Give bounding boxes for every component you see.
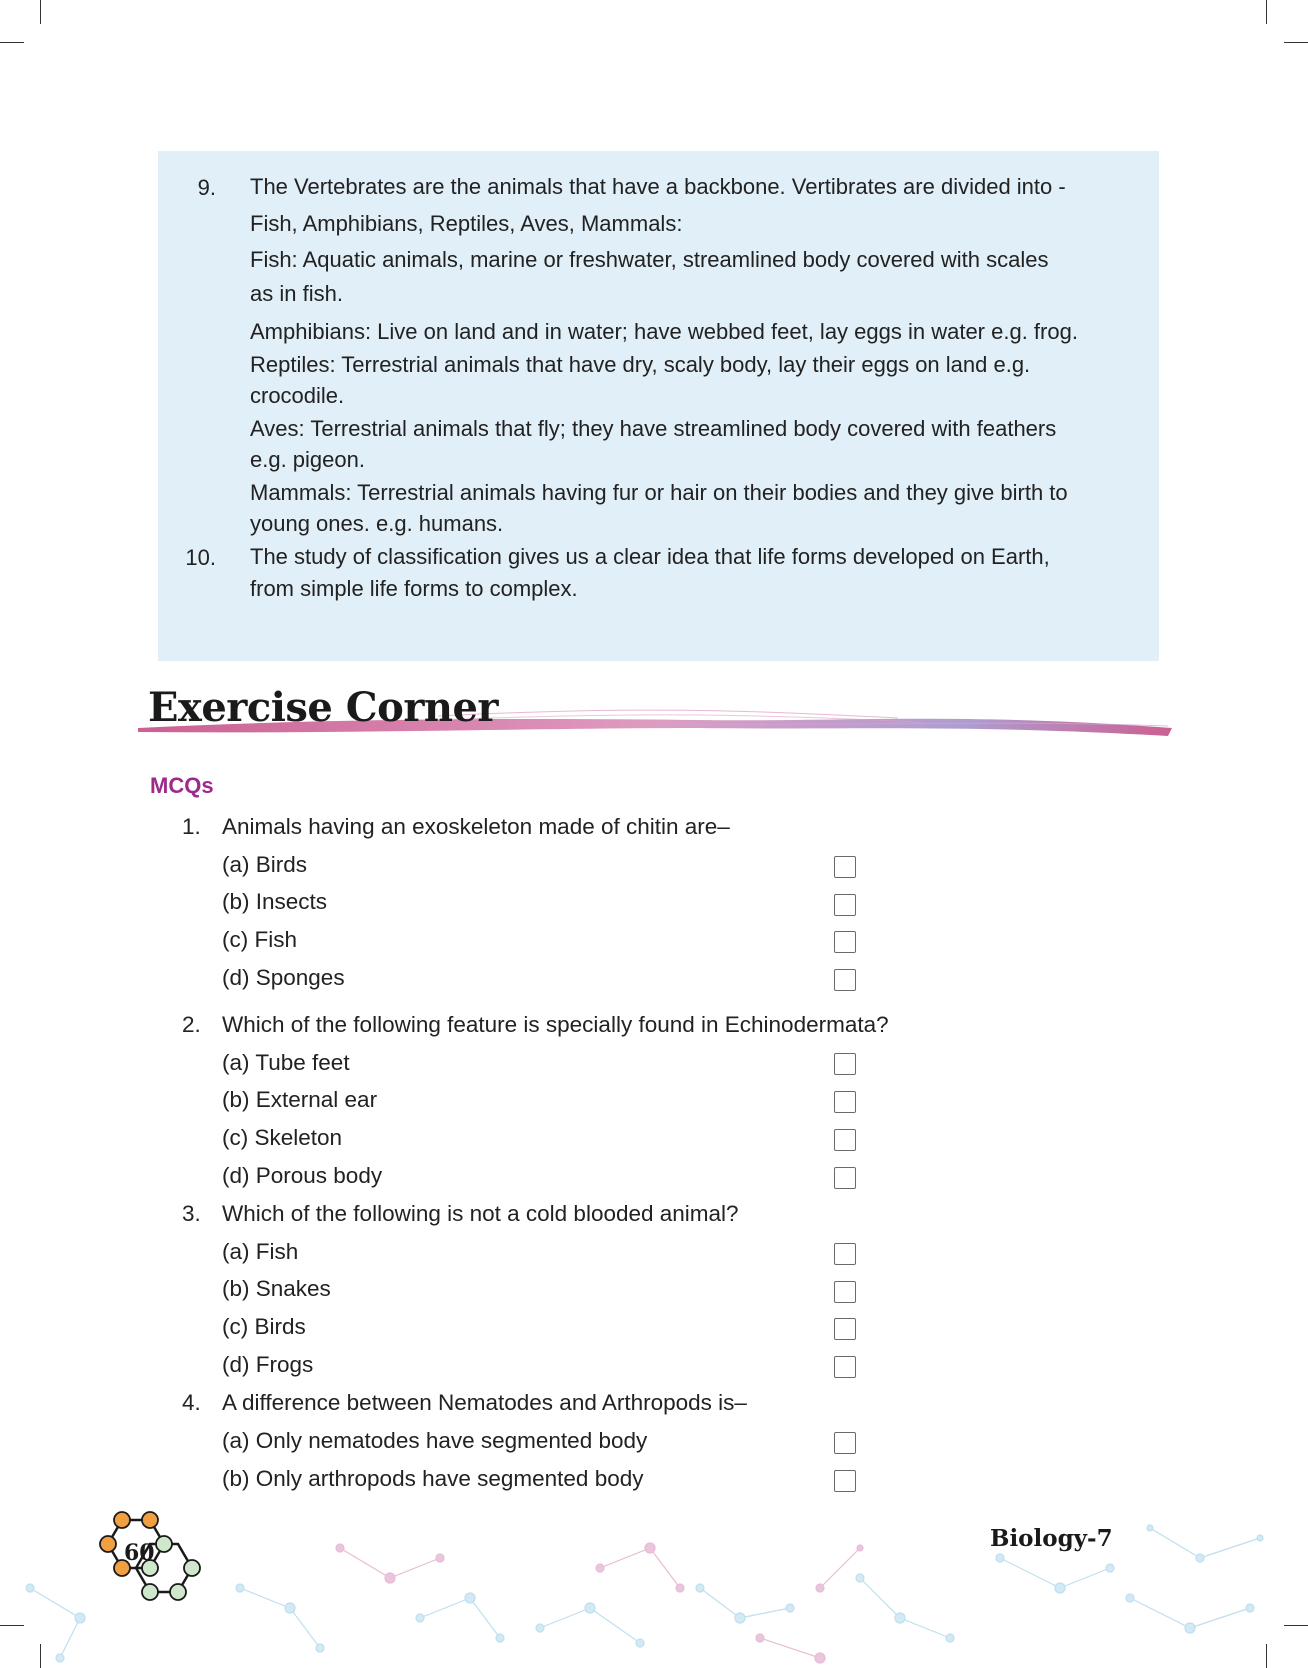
option-label: (d) Frogs [222, 1352, 314, 1377]
mcq-section-label: MCQs [150, 773, 214, 798]
answer-line: Mammals: Terrestrial animals having fur or hair on their bodies and they give birth to [250, 480, 1068, 505]
answer-line: crocodile. [250, 383, 345, 408]
answer-line: The Vertebrates are the animals that have a backbone. Vertibrates are divided into - [250, 174, 1066, 199]
question-2 [0, 1010, 1308, 1040]
crop-mark [1284, 42, 1308, 43]
answer-line: as in fish. [250, 281, 343, 306]
question-number: 3. [182, 1201, 201, 1226]
question-text: A difference between Nematodes and Arthropods is– [222, 1390, 747, 1415]
option-label: (a) Tube feet [222, 1050, 350, 1075]
answer-line: Reptiles: Terrestrial animals that have dry, scaly body, lay their eggs on land e.g. [250, 352, 1031, 377]
answer-line: The study of classification gives us a clear idea that life forms developed on Earth, [250, 544, 1050, 569]
question-1 [0, 812, 1308, 842]
answer-line: from simple life forms to complex. [250, 576, 578, 601]
exercise-title: Exercise Corner [148, 684, 498, 731]
answer-line: Amphibians: Live on land and in water; have webbed feet, lay eggs in water e.g. frog. [250, 319, 1078, 344]
answer-checkbox[interactable] [834, 1356, 856, 1378]
answer-checkbox[interactable] [834, 1432, 856, 1454]
option-label: (c) Fish [222, 927, 297, 952]
answer-checkbox[interactable] [834, 1091, 856, 1113]
crop-mark [1266, 0, 1267, 24]
answer-line: Aves: Terrestrial animals that fly; they have streamlined body covered with feathers [250, 416, 1057, 441]
option-label: (a) Only nematodes have segmented body [222, 1428, 648, 1453]
crop-mark [40, 0, 41, 24]
option-label: (b) Insects [222, 889, 328, 914]
answer-checkbox[interactable] [834, 1129, 856, 1151]
question-3 [0, 1199, 1308, 1229]
question-4 [0, 1388, 1308, 1418]
option-label: (c) Birds [222, 1314, 306, 1339]
option-label: (a) Birds [222, 852, 308, 877]
question-number: 4. [182, 1390, 201, 1415]
question-number: 2. [182, 1012, 201, 1037]
answer-checkbox[interactable] [834, 969, 856, 991]
question-text: Which of the following is not a cold blooded animal? [222, 1201, 739, 1226]
answer-checkbox[interactable] [834, 1281, 856, 1303]
option-label: (b) External ear [222, 1087, 378, 1112]
answer-checkbox[interactable] [834, 894, 856, 916]
exercise-heading [138, 684, 1178, 744]
crop-mark [0, 42, 24, 43]
answer-line: Fish: Aquatic animals, marine or freshwater, streamlined body covered with scales [250, 247, 1049, 272]
option-label: (d) Porous body [222, 1163, 383, 1188]
answer-checkbox[interactable] [834, 1053, 856, 1075]
option-label: (c) Skeleton [222, 1125, 343, 1150]
question-text: Which of the following feature is specially found in Echinodermata? [222, 1012, 889, 1037]
answer-checkbox[interactable] [834, 856, 856, 878]
page-number: 60 [124, 1540, 155, 1566]
book-title: Biology-7 [990, 1525, 1113, 1552]
option-label: (d) Sponges [222, 965, 345, 990]
answer-checkbox[interactable] [834, 1243, 856, 1265]
question-number: 1. [182, 814, 201, 839]
answer-line: e.g. pigeon. [250, 447, 365, 472]
option-label: (b) Snakes [222, 1276, 331, 1301]
answer-checkbox[interactable] [834, 931, 856, 953]
answer-number: 10. [185, 545, 216, 570]
answer-line: Fish, Amphibians, Reptiles, Aves, Mammals: [250, 211, 683, 236]
answers-panel [158, 151, 1159, 661]
molecule-icon [90, 1500, 230, 1620]
answer-checkbox[interactable] [834, 1318, 856, 1340]
option-label: (a) Fish [222, 1239, 299, 1264]
option-label: (b) Only arthropods have segmented body [222, 1466, 644, 1491]
answer-number: 9. [197, 175, 216, 200]
answer-line: young ones. e.g. humans. [250, 511, 504, 536]
question-text: Animals having an exoskeleton made of chitin are– [222, 814, 730, 839]
answer-checkbox[interactable] [834, 1167, 856, 1189]
